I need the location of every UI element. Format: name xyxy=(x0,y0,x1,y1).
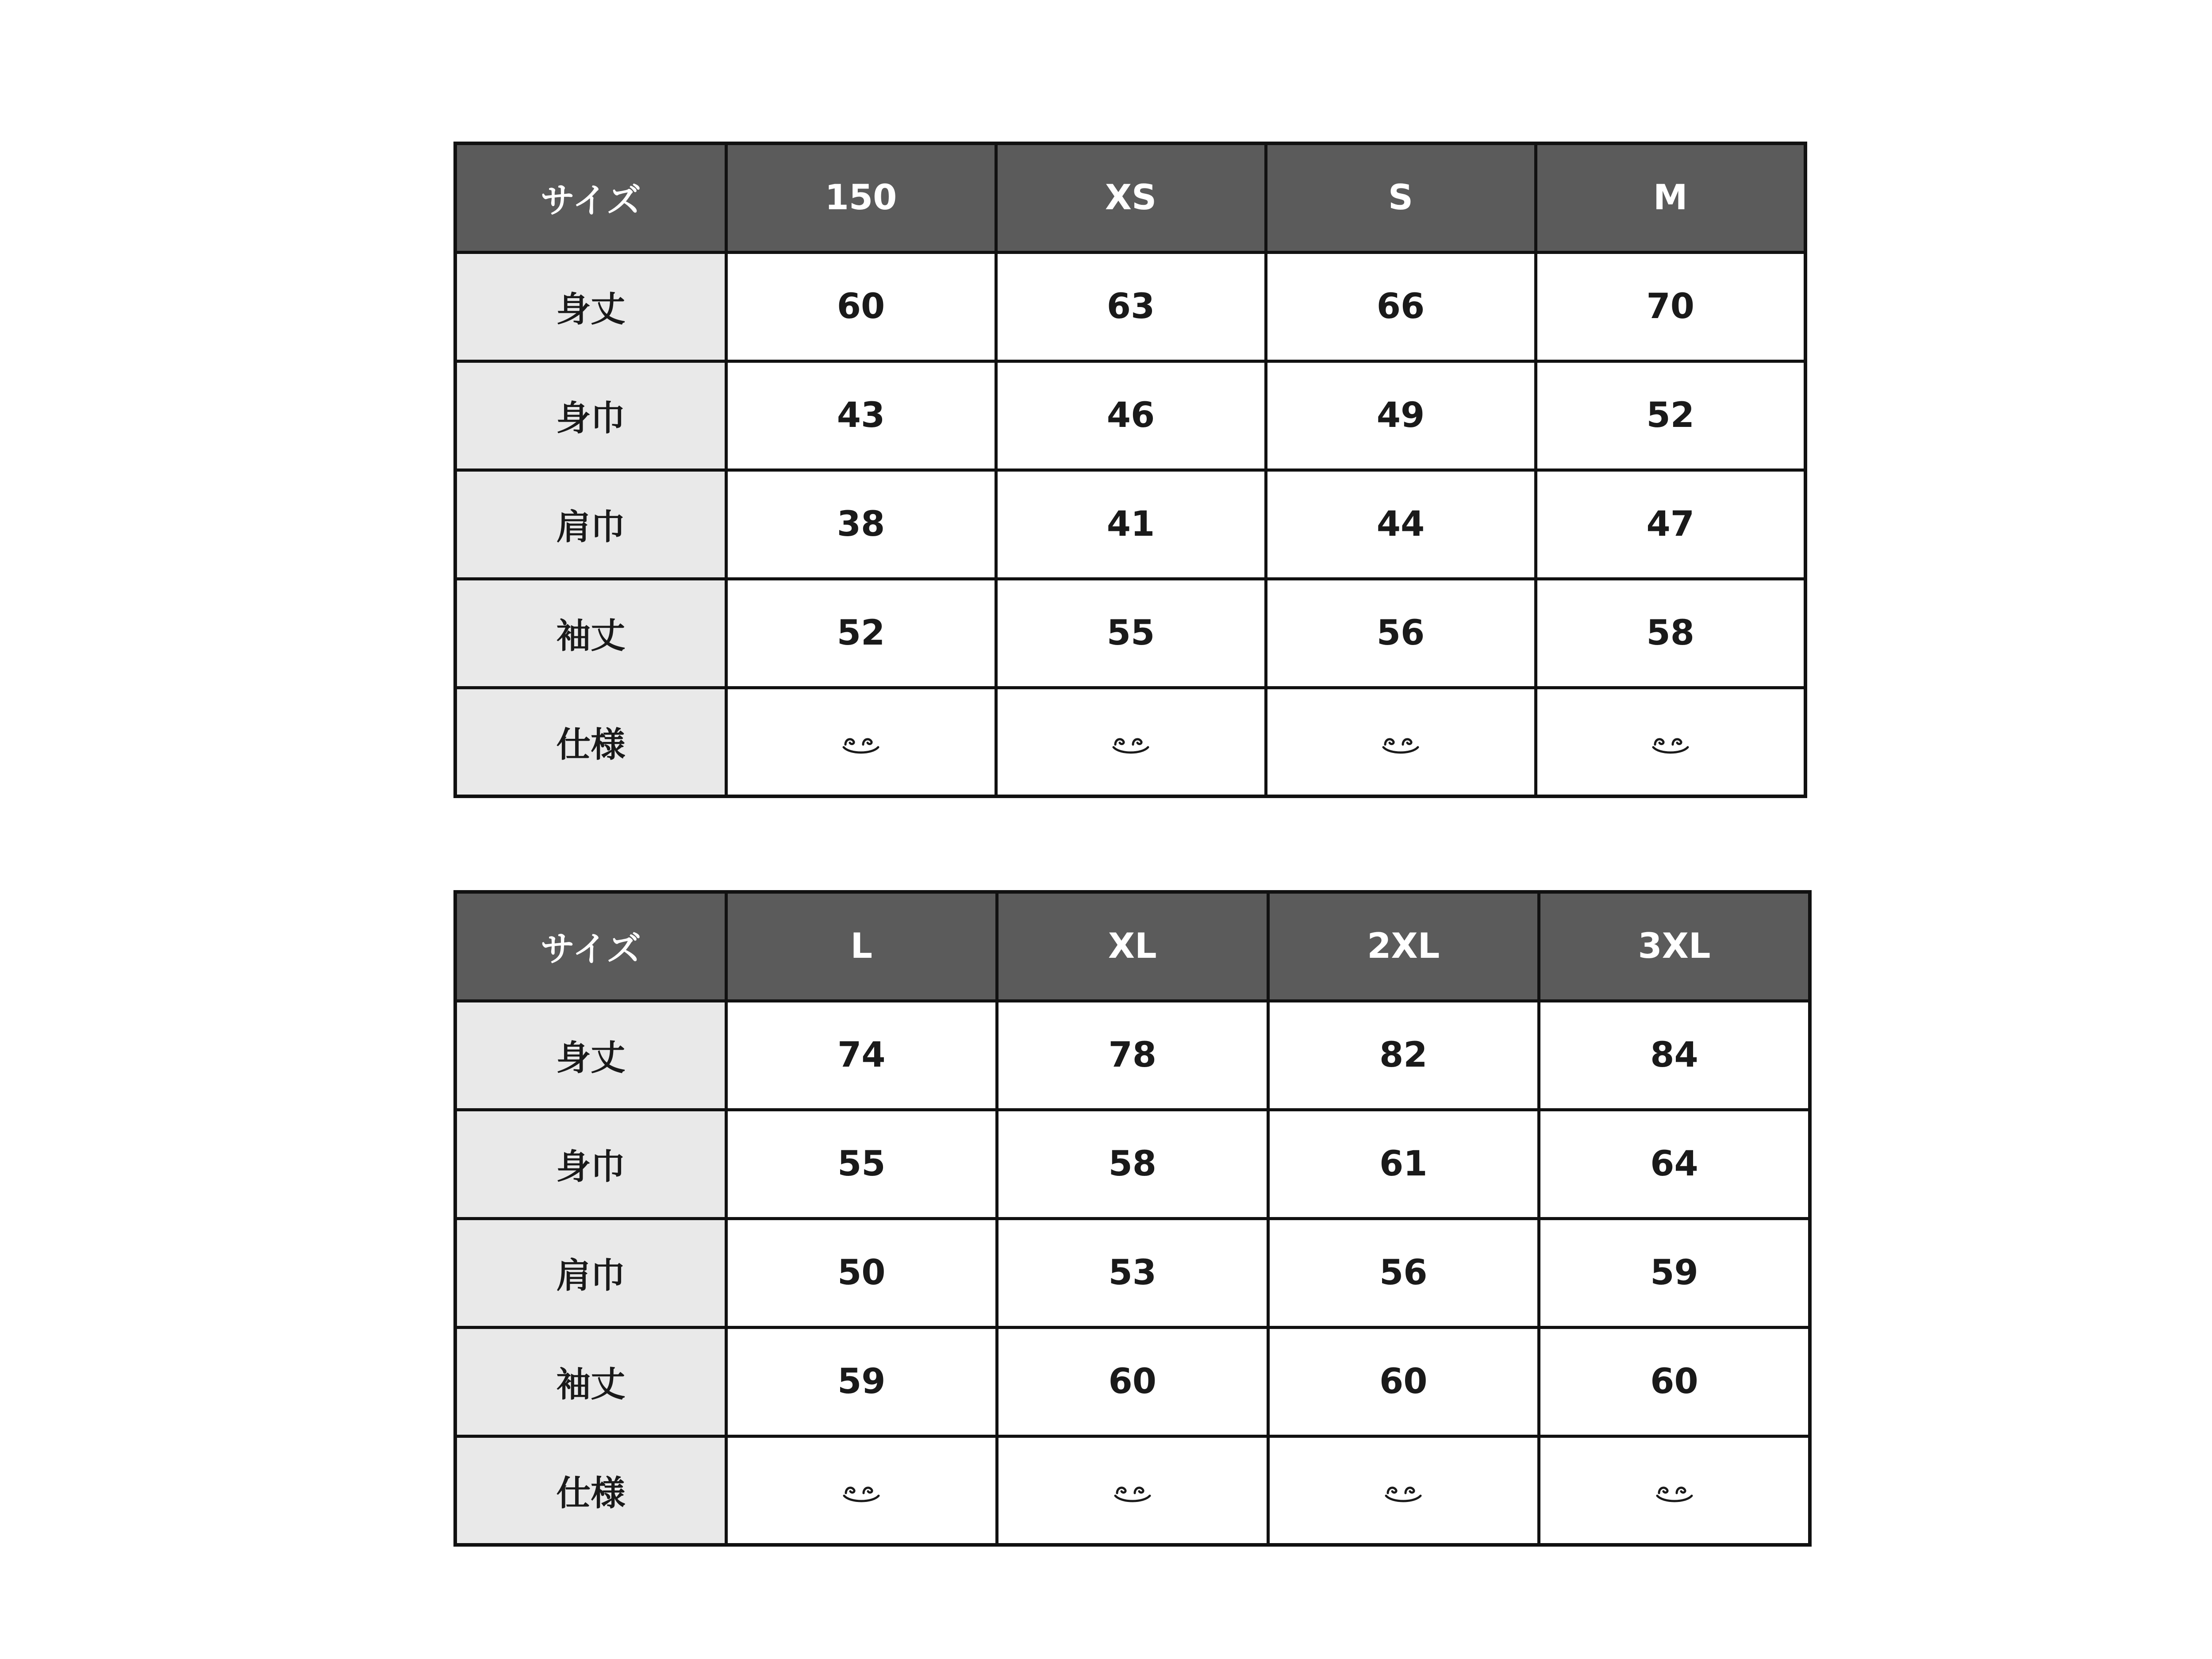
size-table-1 xyxy=(453,142,1807,798)
row-label: 袖丈 xyxy=(455,579,726,687)
row-label: 身丈 xyxy=(455,1001,726,1110)
rib-cuff-icon xyxy=(841,731,881,756)
rib-cuff-icon xyxy=(1651,731,1690,756)
cell-value: 38 xyxy=(726,470,996,579)
row-label: 仕様 xyxy=(455,687,726,796)
cell-value: 55 xyxy=(726,1110,997,1218)
rib-cuff-icon xyxy=(1383,1480,1423,1505)
size-header: 150 xyxy=(726,143,996,252)
cell-value: 60 xyxy=(1539,1327,1810,1436)
cell-value: 59 xyxy=(1539,1218,1810,1327)
cell-value: 56 xyxy=(1266,579,1536,687)
cell-value: 61 xyxy=(1268,1110,1539,1218)
header-label: サイズ xyxy=(455,892,726,1001)
table-row xyxy=(455,579,1805,687)
row-label: 身丈 xyxy=(455,252,726,361)
table-row xyxy=(455,470,1805,579)
size-header: S xyxy=(1266,143,1536,252)
cell-value: 55 xyxy=(996,579,1266,687)
cell-value: 74 xyxy=(726,1001,997,1110)
cell-value: 82 xyxy=(1268,1001,1539,1110)
rib-cuff-icon xyxy=(1111,731,1151,756)
row-label: 仕様 xyxy=(455,1436,726,1545)
size-header: XL xyxy=(997,892,1268,1001)
cell-value: 50 xyxy=(726,1218,997,1327)
cell-value: 58 xyxy=(997,1110,1268,1218)
row-label: 肩巾 xyxy=(455,470,726,579)
size-header: 3XL xyxy=(1539,892,1810,1001)
header-row xyxy=(455,143,1805,252)
cell-value: 52 xyxy=(1536,361,1805,470)
cell-value: 64 xyxy=(1539,1110,1810,1218)
header-row xyxy=(455,892,1810,1001)
row-label: 身巾 xyxy=(455,1110,726,1218)
size-header: M xyxy=(1536,143,1805,252)
cell-value: 43 xyxy=(726,361,996,470)
cell-value: 84 xyxy=(1539,1001,1810,1110)
table-row-spec xyxy=(455,1436,1810,1545)
cell-value: 60 xyxy=(1268,1327,1539,1436)
size-table-2 xyxy=(453,890,1812,1547)
size-header: 2XL xyxy=(1268,892,1539,1001)
table-row xyxy=(455,1327,1810,1436)
cell-value: 66 xyxy=(1266,252,1536,361)
table-row xyxy=(455,1110,1810,1218)
rib-cuff-icon xyxy=(1113,1480,1152,1505)
rib-cuff-icon xyxy=(1655,1480,1694,1505)
cell-value: 78 xyxy=(997,1001,1268,1110)
cell-value: 52 xyxy=(726,579,996,687)
row-label: 身巾 xyxy=(455,361,726,470)
row-label: 肩巾 xyxy=(455,1218,726,1327)
cell-value: 56 xyxy=(1268,1218,1539,1327)
cell-value: 59 xyxy=(726,1327,997,1436)
table-row-spec xyxy=(455,687,1805,796)
rib-cuff-icon xyxy=(841,1480,881,1505)
table-row xyxy=(455,361,1805,470)
size-header: L xyxy=(726,892,997,1001)
cell-value: 53 xyxy=(997,1218,1268,1327)
table-row xyxy=(455,252,1805,361)
cell-value: 70 xyxy=(1536,252,1805,361)
cell-value: 44 xyxy=(1266,470,1536,579)
size-header: XS xyxy=(996,143,1266,252)
cell-value: 63 xyxy=(996,252,1266,361)
table-row xyxy=(455,1001,1810,1110)
cell-value: 60 xyxy=(726,252,996,361)
cell-value: 49 xyxy=(1266,361,1536,470)
table-row xyxy=(455,1218,1810,1327)
row-label: 袖丈 xyxy=(455,1327,726,1436)
cell-value: 58 xyxy=(1536,579,1805,687)
cell-value: 41 xyxy=(996,470,1266,579)
cell-value: 47 xyxy=(1536,470,1805,579)
header-label: サイズ xyxy=(455,143,726,252)
rib-cuff-icon xyxy=(1381,731,1421,756)
cell-value: 46 xyxy=(996,361,1266,470)
cell-value: 60 xyxy=(997,1327,1268,1436)
